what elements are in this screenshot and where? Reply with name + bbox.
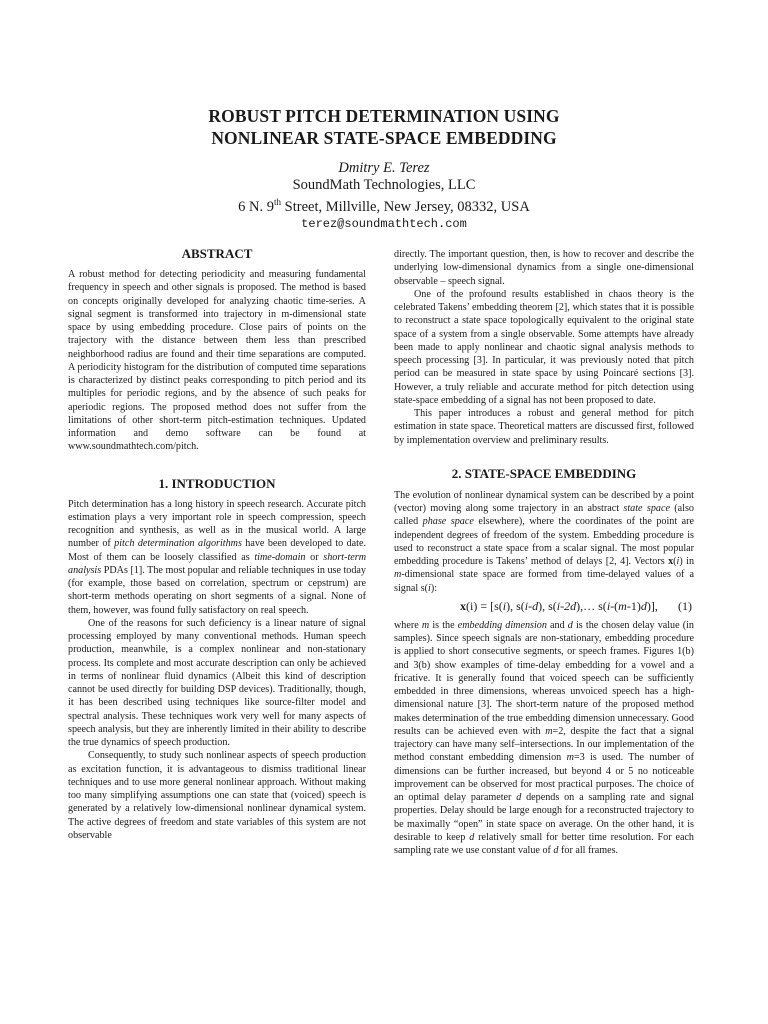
text-run: is the chosen delay value (in samples). Since speech signals are non-stationary, embedding procedure is applied to short consecutive segments, or speech frames. Figures 1(b) and 3(b) show examples of time-delay embedding for a vowel and a fricative. It is generally found that voiced speech can be sufficiently embedded in three dimensions, whereas unvoiced speech has a high-dimensional nature [3]. The short-term nature of the proposed method makes determination of the true embedding dimension unnecessary. Good results can be achieved even with [394, 619, 694, 737]
equation-number: (1) [678, 598, 692, 613]
abstract-heading: ABSTRACT [181, 246, 253, 261]
text-run: i-2d [556, 598, 577, 613]
address-part-2: Street, Millville, New Jersey, 08332, USA [281, 198, 530, 215]
text-run: or [305, 551, 324, 563]
text-run: m [566, 752, 574, 764]
text-run: x [668, 556, 674, 567]
intro-paragraph-2: One of the reasons for such deficiency is a linear nature of signal processing employed by many conventional methods. Human speech production, meanwhile, is a complex nonlinear and non-stationary process. Its complete and most accurate description can only be achieved in terms of nonlinear fluid dynamics (Albeit this kind of description cannot be used directly for building DSP devices). Traditionally, though, it has been described using techniques like source-filter model and spectral analysis. These techniques work very well for many aspects of speech analysis, but they are inherently limited in their ability to describe the true dynamics of speech production. [68, 617, 366, 748]
author-name: Dmitry E. Terez [338, 160, 430, 176]
text-run: relatively small for better time resolution. For each sampling rate we use constant value of [394, 831, 694, 856]
embedding-paragraph-2 [394, 619, 694, 858]
text-run: phase space [422, 516, 474, 528]
intro-paragraph-6: This paper introduces a robust and general method for pitch estimation in state space. Theoretical matters are discussed first, followed by implementation overview and preliminary results. [394, 408, 694, 446]
text-run: short-term analysis [68, 551, 367, 576]
equation-1 [394, 598, 694, 614]
left-column [68, 246, 366, 842]
text-run: for all frames. [558, 845, 619, 856]
text-run: m [394, 569, 402, 581]
text-run: d [516, 792, 522, 803]
text-run: elsewhere), where the coordinates of the point are independent degrees of freedom of the system. Embedding procedure is used to reconstruct a state space from a scalar signal. The most popular embedding procedure is Takens’ method of delays [2, 4]. Vectors [394, 516, 694, 567]
right-column [394, 248, 694, 857]
author-address [0, 194, 768, 216]
author-email[interactable]: terez@soundmathtech.com [301, 216, 467, 231]
text-run: i [502, 598, 507, 613]
text-run: state space [623, 503, 670, 514]
text-run: PDAs [1]. The most popular and reliable techniques in use today (for example, those based on correlation, spectrum or cepstrum) are short-term methods operating on short segments of a signal. None of them, however, was found fully satisfactory on real speech. [68, 564, 366, 616]
text-run: )], [646, 598, 658, 613]
text-run: ( [614, 598, 619, 613]
text-run: =3 is used. The number of dimensions can be further increased, but beyond 4 or 5 no noticeable improvement can be observed for most practical purposes. The choice of an optimal delay parameter [394, 752, 694, 803]
intro-paragraph-3: Consequently, to study such nonlinear aspects of speech production as excitation function, it is advantageous to dismiss traditional linear techniques and to use more general nonlinear approach. Without making too many simplifying assumptions one can state that (voiced) speech is generated by a relatively low-dimensional nonlinear dynamical system. The active degrees of freedom and state variables of this system are not observable [68, 750, 366, 841]
text-run: (i) = [s( [466, 598, 503, 613]
equation-body [460, 598, 658, 614]
address-superscript: th [274, 197, 282, 207]
title-line-2: NONLINEAR STATE-SPACE EMBEDDING [211, 128, 557, 148]
text-run: (also called [394, 503, 694, 528]
text-run: have been developed to date. Most of them can be loosely classified as [68, 538, 366, 563]
text-run: ( [673, 556, 677, 567]
text-run: m [618, 598, 627, 613]
title-line-1: ROBUST PITCH DETERMINATION USING [208, 106, 560, 126]
address-part-1: 6 N. 9 [238, 198, 275, 215]
text-run: ),… s( [576, 598, 607, 613]
text-run: pitch determination algorithms [114, 538, 242, 550]
text-run: m [545, 725, 553, 737]
text-run: embedding dimension [457, 619, 547, 631]
text-run: Pitch determination has a long history in speech research. Accurate pitch estimation plays a very important role in speech compression, speech recognition and synthesis, as well as in the musical world. A large number of [68, 498, 366, 550]
embedding-heading: 2. STATE-SPACE EMBEDDING [451, 465, 637, 481]
text-run: ): [430, 582, 438, 594]
embedding-paragraph-1 [394, 489, 694, 595]
text-run: i [676, 556, 680, 567]
text-run: d [469, 831, 475, 843]
text-run: d [567, 619, 573, 631]
text-run: i-d [524, 598, 539, 613]
text-run: where [394, 619, 422, 631]
text-run: x [460, 598, 466, 613]
text-run: d [640, 598, 647, 613]
intro-heading: 1. INTRODUCTION [158, 475, 276, 491]
text-run: m [421, 619, 430, 631]
text-run: ), s( [538, 598, 557, 613]
text-run: and [546, 619, 568, 631]
text-run: is the [429, 619, 458, 631]
text-run: =2, despite the fact that a signal trajectory can have many self–intersections. In our implementation of the method constant embedding dimension [394, 725, 694, 764]
intro-paragraph-4: directly. The important question, then, is how to recover and describe the underlying low-dimensional dynamics from a single one-dimensional observable – speech signal. [394, 249, 694, 287]
text-run: i- [606, 598, 615, 613]
text-run: The evolution of nonlinear dynamical system can be described by a point (vector) moving along some trajectory in an abstract [394, 489, 694, 514]
text-run: ), s( [506, 598, 525, 613]
text-run: i [428, 582, 431, 594]
paper-title [0, 105, 768, 149]
text-run: depends on a sampling rate and signal properties. Delay should be large enough for a reconstructed trajectory to be maximally “open” in state space on average. On the other hand, it is desirable to keep [394, 792, 694, 843]
text-run: ) in [679, 556, 695, 567]
text-run: d [553, 845, 559, 856]
text-run: time-domain [254, 551, 306, 563]
intro-paragraph-1 [68, 498, 366, 617]
intro-paragraph-5: One of the profound results established in chaos theory is the celebrated Takens’ embedding theorem [2], which states that it is possible to reconstruct a state space topologically equivalent to the original state space of a system from a single observable. Some attempts have already been made to apply nonlinear and chaotic signal analysis methods to speech processing [3]. In particular, it was previously noted that pitch period can be measured in state space by using Poincaré sections [3]. However, a truly reliable and accurate method for pitch detection using state-space embedding of a signal has not been proposed to date. [394, 288, 694, 406]
abstract-text: A robust method for detecting periodicity and measuring fundamental frequency in speech and other signals is proposed. The method is based on concepts originally developed for analyzing chaotic time-series. A signal segment is transformed into trajectory in m-dimensional state space by using embedding procedure. Close pairs of points on the trajectory with the distance between them less than prescribed neighborhood radius are found and their time separations are computed. A periodicity histogram for the distribution of computed time separations is characterized by distinct peaks corresponding to pitch period and its multiples for periodic regions, and by the absence of such peaks for aperiodic regions. The proposed method does not suffer from the limitations of other short-term pitch-estimation techniques. Updated information and demo software can be found at www.soundmathtech.com/pitch. [68, 269, 366, 453]
text-run: -1) [626, 598, 641, 613]
author-affiliation: SoundMath Technologies, LLC [292, 177, 476, 193]
text-run: -dimensional state space are formed from time-delayed values of a signal s( [394, 569, 694, 594]
author-block [0, 160, 768, 233]
